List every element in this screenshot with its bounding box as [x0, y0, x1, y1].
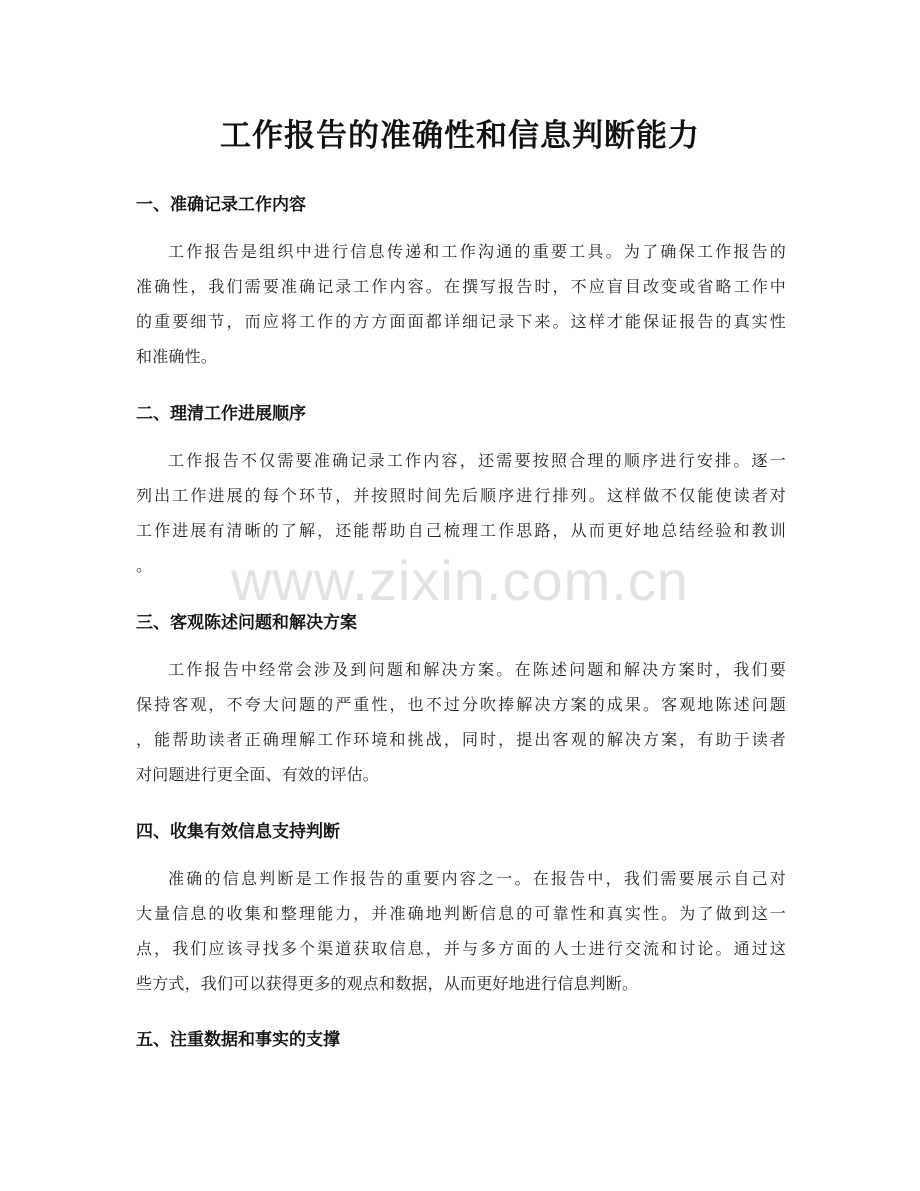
paragraph-line: 准确性，我们需要准确记录工作内容。在撰写报告时，不应盲目改变或省略工作中 [136, 277, 786, 296]
paragraph-line: 点，我们应该寻找多个渠道获取信息，并与多方面的人士进行交流和讨论。通过这 [136, 939, 786, 958]
section-paragraph-4 [136, 861, 786, 1001]
paragraph-line: 工作报告不仅需要准确记录工作内容，还需要按照合理的顺序进行安排。逐一 [168, 451, 786, 470]
paragraph-line: 的重要细节，而应将工作的方方面面都详细记录下来。这样才能保证报告的真实性 [136, 312, 786, 331]
section-heading-2: 二、理清工作进展顺序 [136, 404, 306, 424]
paragraph-line: 大量信息的收集和整理能力，并准确地判断信息的可靠性和真实性。为了做到这一 [136, 904, 786, 923]
paragraph-line: 工作进展有清晰的了解，还能帮助自己梳理工作思路，从而更好地总结经验和教训 [136, 521, 786, 540]
section-heading-5: 五、注重数据和事实的支撑 [136, 1030, 340, 1050]
page-title: 工作报告的准确性和信息判断能力 [220, 118, 700, 154]
paragraph-line: 保持客观，不夸大问题的严重性，也不过分吹捧解决方案的成果。客观地陈述问题 [136, 695, 786, 714]
paragraph-line: 工作报告中经常会涉及到问题和解决方案。在陈述问题和解决方案时，我们要 [168, 660, 786, 679]
paragraph-line: 工作报告是组织中进行信息传递和工作沟通的重要工具。为了确保工作报告的 [168, 242, 786, 261]
paragraph-line: 和准确性。 [136, 347, 218, 366]
paragraph-line: 些方式，我们可以获得更多的观点和数据，从而更好地进行信息判断。 [136, 974, 639, 993]
section-heading-3: 三、客观陈述问题和解决方案 [136, 613, 357, 633]
section-heading-4: 四、收集有效信息支持判断 [136, 822, 340, 842]
section-heading-1: 一、准确记录工作内容 [136, 195, 306, 215]
paragraph-line: 对问题进行更全面、有效的评估。 [136, 765, 380, 784]
section-paragraph-2 [136, 443, 786, 583]
section-paragraph-3 [136, 652, 786, 792]
paragraph-line: ，能帮助读者正确理解工作环境和挑战，同时，提出客观的解决方案，有助于读者 [136, 730, 786, 749]
watermark: www.zixin.com.cn [231, 549, 689, 612]
section-paragraph-1 [136, 234, 786, 374]
paragraph-line: 列出工作进展的每个环节，并按照时间先后顺序进行排列。这样做不仅能使读者对 [136, 486, 786, 505]
paragraph-line: 准确的信息判断是工作报告的重要内容之一。在报告中，我们需要展示自己对 [168, 869, 786, 888]
paragraph-line: 。 [136, 556, 153, 575]
